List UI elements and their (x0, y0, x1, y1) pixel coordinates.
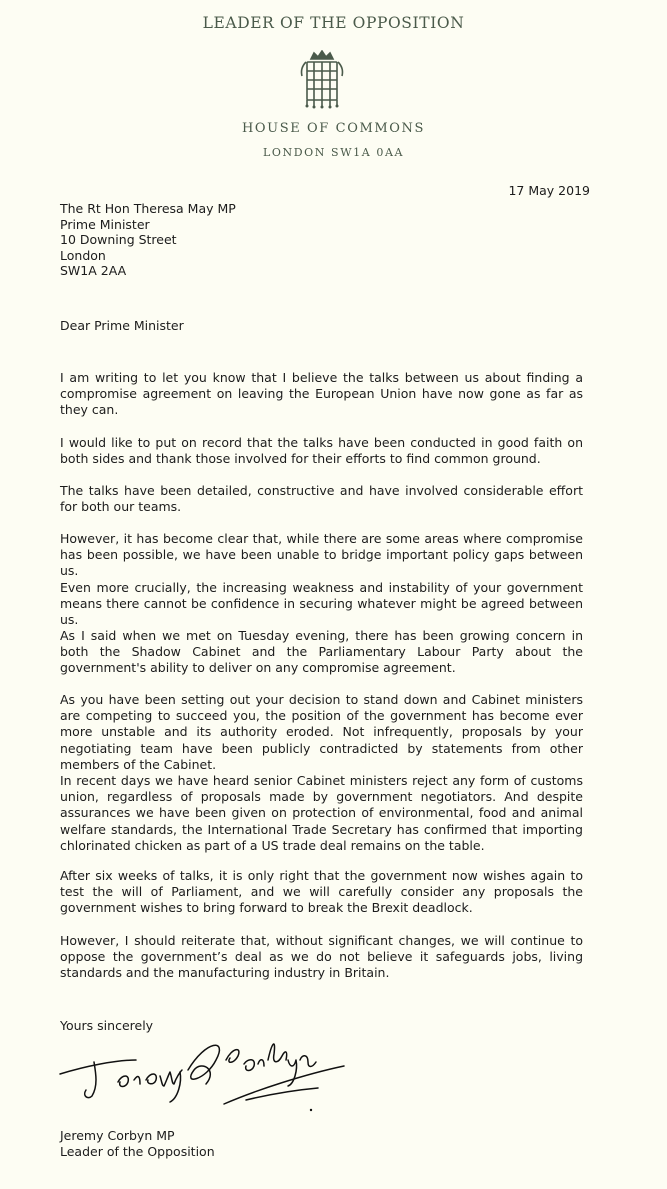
letter-date: 17 May 2019 (508, 183, 590, 198)
body-paragraph: However, it has become clear that, while there are some areas where compromise has been possible, we have been unable to bridge important policy gaps between us. (60, 531, 583, 579)
body-paragraph: In recent days we have heard senior Cabinet ministers reject any form of customs union, regardless of proposals made by government negotiators. And despite assurances we have been given on protection of environmental, food and animal welfare standards, the International Trade Secretary has confirmed that importing chlorinated chicken as part of a US trade deal remains on the table. (60, 773, 583, 853)
letterhead-address: LONDON SW1A 0AA (262, 146, 405, 159)
recipient-line: The Rt Hon Theresa May MP (60, 201, 236, 216)
recipient-line: 10 Downing Street (60, 232, 177, 248)
signer-title: Leader of the Opposition (60, 1144, 215, 1160)
recipient-address (60, 201, 236, 279)
portcullis-icon (296, 50, 348, 114)
recipient-line: London (60, 247, 106, 263)
body-paragraph: As I said when we met on Tuesday evening, there has been growing concern in both the Shadow Cabinet and the Parliamentary Labour Party about the government's ability to deliver on any compromise agreement. (60, 628, 583, 676)
handwritten-signature (56, 1030, 356, 1112)
body-paragraph: As you have been setting out your decision to stand down and Cabinet ministers are competing to succeed you, the position of the government has become ever more unstable and its authority eroded. Not infrequently, proposals by your negotiating team have been publicly contradicted by statements from other members of the Cabinet. (60, 692, 583, 772)
body-paragraph: I am writing to let you know that I believe the talks between us about finding a compromise agreement on leaving the European Union have now gone as far as they can. (60, 370, 583, 418)
letterhead-title: LEADER OF THE OPPOSITION (202, 14, 465, 32)
letterhead-house: HOUSE OF COMMONS (241, 121, 426, 136)
signer-block (60, 1128, 215, 1160)
signer-name: Jeremy Corbyn MP (60, 1128, 175, 1143)
body-paragraph: However, I should reiterate that, without significant changes, we will continue to oppose the government’s deal as we do not believe it safeguards jobs, living standards and the manufacturing industry in Britain. (60, 933, 583, 981)
body-paragraph: The talks have been detailed, constructive and have involved considerable effort for both our teams. (60, 483, 583, 515)
closing: Yours sincerely (60, 1018, 154, 1033)
body-paragraph: Even more crucially, the increasing weakness and instability of your government means there cannot be confidence in securing whatever might be agreed between us. (60, 580, 583, 628)
recipient-line: SW1A 2AA (60, 263, 127, 279)
body-paragraph: I would like to put on record that the talks have been conducted in good faith on both sides and thank those involved for their efforts to find common ground. (60, 435, 583, 467)
body-paragraph: After six weeks of talks, it is only right that the government now wishes again to test the will of Parliament, and we will carefully consider any proposals the government wishes to bring forward to break the Brexit deadlock. (60, 868, 583, 916)
salutation: Dear Prime Minister (60, 318, 184, 333)
recipient-line: Prime Minister (60, 216, 150, 232)
